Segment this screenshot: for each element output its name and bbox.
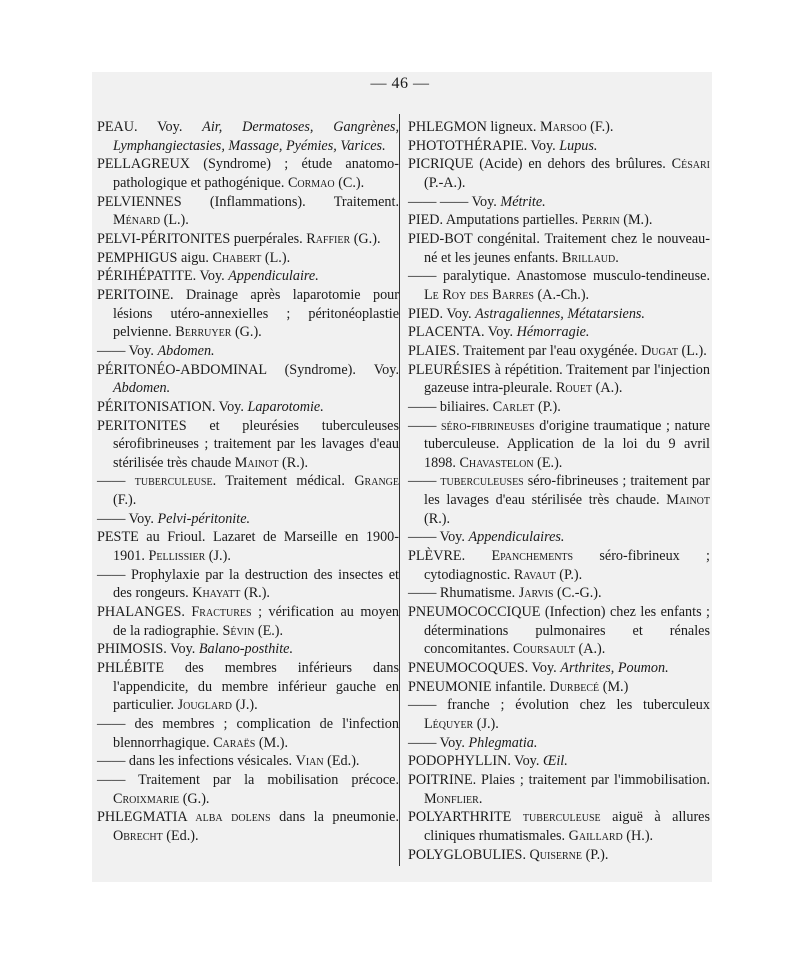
cross-reference: Balano-posthite.: [198, 641, 294, 658]
entry-text: —— des membres ; complication de l'infection blennorrhagique.: [97, 716, 399, 751]
index-entry: [408, 155, 710, 192]
entry-text: d'origine traumatique ; nature tuberculeuse. Application de la loi du 9 avril 1898.: [424, 417, 711, 471]
entry-text: —— paralytique. Anastomose musculo-tendineuse.: [408, 268, 710, 285]
entry-text: (M.).: [255, 734, 289, 751]
index-entry: [97, 118, 399, 155]
index-entry: [97, 193, 399, 230]
entry-text: POLYGLOBULIES.: [408, 846, 530, 863]
cross-reference: Lupus.: [559, 137, 598, 154]
author-name: Perrin: [581, 212, 620, 229]
entry-text: (F.).: [586, 119, 614, 135]
index-entry: [408, 659, 710, 678]
author-name: tuberculeuse: [522, 809, 601, 826]
author-name: tuberculeuses: [440, 473, 524, 490]
entry-text: (R.).: [240, 585, 270, 602]
index-entry: [408, 734, 710, 753]
entry-text: PHLÉBITE des membres inférieurs dans l'appendicite, du membre inférieur gauche en particulier.: [97, 660, 399, 714]
index-entry: [408, 696, 710, 733]
author-name: Raffier: [306, 230, 351, 247]
entry-text: (P.-A.).: [424, 174, 466, 191]
entry-text: ——: [97, 473, 135, 490]
entry-text: (P.).: [534, 398, 561, 415]
entry-text: aiguë à allures cliniques rhumatismales.: [424, 809, 711, 844]
entry-text: PHIMOSIS. Voy.: [97, 641, 199, 658]
cross-reference: Air, Dermatoses, Gangrènes, Lymphangiectasies, Massage, Pyémies, Varices.: [113, 119, 399, 154]
entry-text: (J.).: [205, 548, 231, 565]
index-entry: [408, 752, 710, 771]
entry-text: (Ed.).: [323, 753, 360, 770]
author-name: Brillaud.: [561, 249, 619, 266]
entry-text: PNEUMONIE infantile.: [408, 678, 550, 695]
entry-text: —— Voy.: [408, 529, 469, 546]
index-entry: [97, 230, 399, 249]
index-entry: [408, 323, 710, 342]
entry-text: —— Rhumatisme.: [408, 585, 519, 602]
index-entry: [97, 510, 399, 529]
cross-reference: Œil.: [542, 753, 568, 770]
entry-text: (E.).: [254, 622, 284, 639]
entry-text: (G.).: [179, 790, 210, 807]
author-name: Berruyer: [175, 324, 232, 341]
entry-text: (C.).: [334, 174, 365, 191]
entry-text: —— Prophylaxie par la destruction des insectes et des rongeurs.: [97, 566, 399, 602]
entry-text: PIED. Amputations partielles.: [408, 212, 582, 229]
entry-text: (A.-Ch.).: [533, 286, 590, 303]
cross-reference: Phlegmatia.: [468, 734, 538, 751]
cross-reference: Abdomen.: [113, 380, 171, 397]
index-entry: [408, 211, 710, 230]
author-name: Dugat: [641, 342, 678, 359]
entry-text: PODOPHYLLIN. Voy.: [408, 753, 543, 770]
index-entry: [97, 249, 399, 268]
entry-text: —— biliaires.: [408, 398, 493, 415]
author-name: Léquyer: [424, 716, 474, 732]
entry-text: PLEURÉSIES à répétition. Traitement par l'injection gazeuse intra-pleurale.: [408, 361, 710, 397]
entry-text: POITRINE. Plaies ; traitement par l'immobilisation.: [408, 771, 710, 788]
entry-text: —— Traitement par la mobilisation précoce.: [97, 771, 399, 788]
entry-text: —— franche ; évolution chez les tuberculeux: [408, 697, 710, 714]
entry-text: (H.).: [622, 827, 654, 844]
entry-text: (A.).: [574, 641, 606, 658]
right-column: [408, 118, 710, 864]
index-entry: [408, 547, 710, 584]
entry-text: PERITOINE. Drainage après laparotomie pour lésions utéro-annexielles ; péritonéoplastie pelvienne.: [97, 286, 399, 341]
cross-reference: Arthrites, Poumon.: [560, 660, 669, 677]
author-name: Césari: [671, 156, 710, 173]
author-name: Chavastelon: [459, 454, 534, 471]
entry-text: PHLEGMON ligneux.: [408, 119, 541, 135]
index-entry: [408, 417, 710, 473]
cross-reference: Abdomen.: [157, 342, 215, 359]
entry-text: —— —— Voy.: [408, 193, 501, 210]
cross-reference: Appendiculaire.: [228, 268, 319, 285]
author-name: Mainot: [666, 492, 710, 509]
entry-text: PEAU. Voy.: [97, 119, 203, 135]
index-entry: [97, 603, 399, 640]
index-entry: [97, 771, 399, 808]
index-entry: [408, 472, 710, 528]
entry-text: PHOTOTHÉRAPIE. Voy.: [408, 137, 560, 154]
page-number: — 46 —: [370, 75, 430, 92]
cross-reference: Hémorragie.: [516, 324, 590, 341]
index-entry: [97, 398, 399, 417]
author-name: Gaillard: [568, 827, 623, 844]
author-name: Carlet: [492, 398, 535, 415]
author-name: Monflier.: [424, 790, 483, 807]
entry-text: (C.-G.).: [553, 585, 602, 602]
author-name: Grange: [354, 473, 400, 490]
index-entry: [408, 528, 710, 547]
cross-reference: Laparotomie.: [247, 398, 324, 415]
index-entry: [408, 305, 710, 324]
left-column: [97, 118, 399, 846]
index-entry: [408, 584, 710, 603]
index-entry: [97, 267, 399, 286]
cross-reference: Pelvi-péritonite.: [157, 510, 251, 527]
entry-text: PELLAGREUX (Syndrome) ; étude anatomo-pathologique et pathogénique.: [97, 156, 399, 191]
entry-text: PELVIENNES (Inflammations). Traitement.: [97, 193, 399, 210]
entry-text: (F.).: [113, 492, 137, 509]
column-divider: [399, 114, 400, 866]
author-name: Vian: [295, 753, 324, 770]
entry-text: PHLEGMATIA: [97, 809, 196, 826]
entry-text: POLYARTHRITE: [408, 809, 523, 826]
author-name: Cormao: [287, 174, 335, 191]
author-name: Mainot: [234, 454, 279, 471]
entry-text: (J.).: [473, 716, 499, 732]
author-name: Epanchements: [491, 548, 574, 565]
entry-text: PLAIES. Traitement par l'eau oxygénée.: [408, 342, 642, 359]
author-name: Sévin: [222, 622, 255, 639]
entry-text: PÉRIHÉPATITE. Voy.: [97, 268, 229, 285]
index-entry: [408, 137, 710, 156]
index-entry: [97, 752, 399, 771]
entry-text: PLÈVRE.: [408, 548, 492, 565]
author-name: Croixmarie: [113, 790, 180, 807]
entry-text: —— Voy.: [408, 734, 469, 751]
cross-reference: Métrite.: [500, 193, 546, 210]
author-name: Rouet: [555, 380, 593, 397]
author-name: Obrecht: [113, 827, 163, 844]
index-entry: [97, 155, 399, 192]
entry-text: séro-fibrineuses ; traitement par les lavages d'eau stérilisée très chaude.: [424, 473, 711, 509]
entry-text: PHALANGES.: [97, 604, 192, 621]
entry-text: PIED. Voy.: [408, 305, 476, 322]
entry-text: (J.).: [232, 697, 258, 714]
index-entry: [97, 342, 399, 361]
author-name: Le Roy des Barres: [424, 286, 534, 303]
cross-reference: Astragaliennes, Métatarsiens.: [475, 305, 645, 322]
index-entry: [97, 417, 399, 473]
index-entry: [408, 398, 710, 417]
entry-text: PÉRITONÉO-ABDOMINAL (Syndrome). Voy.: [97, 361, 399, 378]
index-entry: [408, 342, 710, 361]
index-entry: [408, 603, 710, 659]
author-name: Quiserne: [529, 846, 583, 863]
entry-text: PELVI-PÉRITONITES puerpérales.: [97, 230, 307, 247]
entry-text: PLACENTA. Voy.: [408, 324, 517, 341]
cross-reference: Appendiculaires.: [468, 529, 565, 546]
author-name: Pellissier: [148, 548, 206, 565]
index-entry: [97, 361, 399, 398]
author-name: alba dolens: [195, 809, 271, 826]
entry-text: PEMPHIGUS aigu.: [97, 249, 213, 266]
index-entry: [97, 528, 399, 565]
entry-text: (M.): [599, 678, 629, 695]
index-entry: [408, 846, 710, 865]
index-entry: [408, 808, 710, 845]
author-name: Chabert: [212, 249, 262, 266]
index-entry: [97, 566, 399, 603]
entry-text: (Ed.).: [162, 827, 199, 844]
index-entry: [97, 808, 399, 845]
entry-text: (A.).: [592, 380, 623, 397]
entry-text: (R.).: [424, 510, 451, 527]
entry-text: —— dans les infections vésicales.: [97, 753, 296, 770]
author-name: Jarvis: [518, 585, 554, 602]
author-name: Ravaut: [513, 566, 556, 583]
entry-text: (P.).: [555, 566, 583, 583]
index-entry: [408, 361, 710, 398]
index-entry: [408, 267, 710, 304]
entry-text: PNEUMOCOQUES. Voy.: [408, 660, 561, 677]
entry-text: PICRIQUE (Acide) en dehors des brûlures.: [408, 156, 672, 173]
entry-text: dans la pneumonie.: [270, 809, 400, 826]
index-entry: [97, 286, 399, 342]
entry-text: PÉRITONISATION. Voy.: [97, 398, 248, 415]
entry-text: PESTE au Frioul. Lazaret de Marseille en 1900-1901.: [97, 529, 399, 565]
entry-text: (E.).: [533, 454, 563, 471]
index-entry: [408, 678, 710, 697]
index-entry: [97, 472, 399, 509]
author-name: Ménard: [113, 212, 161, 229]
entry-text: ——: [408, 473, 441, 490]
author-name: Durbecé: [549, 678, 600, 695]
entry-text: PIED-BOT congénital. Traitement chez le nouveau-né et les jeunes enfants.: [408, 230, 710, 266]
index-entry: [97, 640, 399, 659]
author-name: Marsoo: [540, 119, 587, 135]
entry-text: (M.).: [619, 212, 653, 229]
entry-text: . Traitement médical.: [212, 473, 355, 490]
index-entry: [408, 118, 710, 137]
index-entry: [97, 659, 399, 715]
entry-text: séro-fibrineux ; cytodiagnostic.: [424, 548, 710, 583]
entry-text: —— Voy.: [97, 342, 158, 359]
entry-text: PNEUMOCOCCIQUE (Infection) chez les enfants ; déterminations pulmonaires et rénales concomitantes.: [408, 604, 710, 658]
entry-text: (G.).: [231, 324, 262, 341]
author-name: Jouglard: [177, 697, 233, 714]
author-name: Khayatt: [192, 585, 241, 602]
index-entry: [408, 230, 710, 267]
author-name: séro-fibrineuses: [440, 417, 535, 434]
entry-text: (L.).: [677, 342, 707, 359]
entry-text: (R.).: [278, 454, 309, 471]
entry-text: PERITONITES et pleurésies tuberculeuses sérofibrineuses ; traitement par les lavages d'eau stérilisée très chaude: [97, 417, 399, 471]
entry-text: ; vérification au moyen de la radiographie.: [113, 604, 399, 639]
index-entry: [408, 193, 710, 212]
author-name: Caraës: [213, 734, 256, 751]
author-name: Coursault: [513, 641, 575, 658]
index-entry: [408, 771, 710, 808]
entry-text: —— Voy.: [97, 510, 158, 527]
author-name: Fractures: [191, 604, 252, 621]
entry-text: (G.).: [350, 230, 381, 247]
entry-text: (L.).: [261, 249, 291, 266]
entry-text: (P.).: [582, 846, 609, 863]
author-name: tuberculeuse: [134, 473, 213, 490]
index-entry: [97, 715, 399, 752]
entry-text: ——: [408, 417, 441, 434]
entry-text: (L.).: [160, 212, 189, 229]
